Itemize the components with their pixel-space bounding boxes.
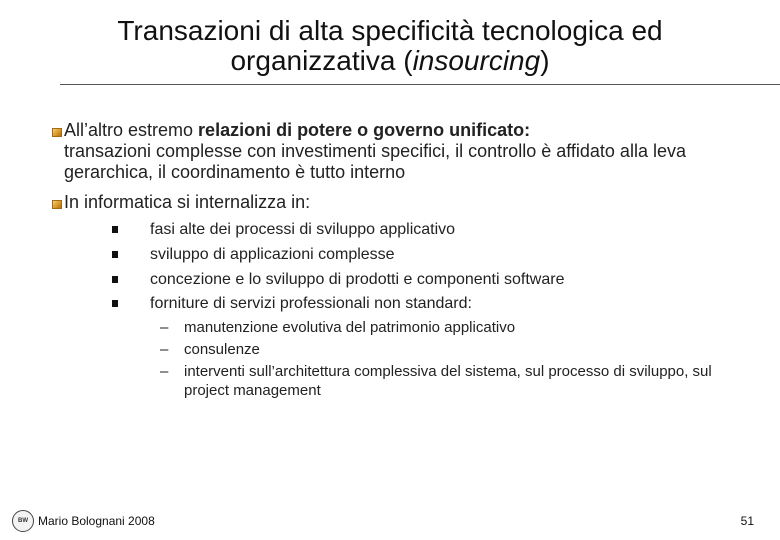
bullet-1-prefix: All’altro estremo [64, 120, 199, 140]
title-line-1: Transazioni di alta specificità tecnologica ed [117, 15, 663, 46]
bullet-square-icon [52, 128, 62, 137]
sub-bullet-text: forniture di servizi professionali non standard: [150, 295, 472, 312]
author-logo-icon [12, 510, 34, 532]
bullet-1-rest: transazioni complesse con investimenti specifici, il controllo è affidato alla leva gerarchica, il coordinamento è tutto interno [64, 141, 686, 182]
title-line-2-prefix: organizzativa ( [230, 45, 413, 76]
bullet-2-text: In informatica si internalizza in: [64, 192, 311, 212]
square-bullet-icon [112, 226, 118, 233]
bullet-1 [64, 120, 714, 183]
sub-sub-bullet-text: consulenze [184, 341, 260, 358]
sub-sub-bullet-text: manutenzione evolutiva del patrimonio applicativo [184, 319, 516, 336]
sub-bullet-text: sviluppo di applicazioni complesse [150, 246, 395, 263]
bullet-1-bold: relazioni di potere o governo unificato: [198, 120, 531, 140]
dash-bullet-icon: – [160, 363, 169, 380]
footer-author: Mario Bolognani 2008 [38, 514, 155, 528]
logo-text: BW [18, 518, 28, 524]
sub-bullet-text: concezione e lo sviluppo di prodotti e componenti software [150, 271, 565, 288]
square-bullet-icon [112, 300, 118, 307]
square-bullet-icon [112, 251, 118, 258]
sub-sub-bullet-text: interventi sull’architettura complessiva del sistema, sul processo di sviluppo, sul project management [184, 363, 712, 399]
slide-title [60, 16, 720, 76]
dash-bullet-icon: – [160, 341, 169, 358]
title-divider [60, 84, 780, 85]
bullet-square-icon [52, 200, 62, 209]
square-bullet-icon [112, 276, 118, 283]
dash-bullet-icon: – [160, 319, 169, 336]
title-line-2-italic: insourcing [412, 45, 541, 76]
bullet-2 [64, 192, 714, 213]
sub-bullet-text: fasi alte dei processi di sviluppo applicativo [150, 221, 456, 238]
title-line-2 [60, 46, 720, 76]
page-number: 51 [740, 514, 754, 528]
title-line-2-suffix: ) [540, 45, 550, 76]
